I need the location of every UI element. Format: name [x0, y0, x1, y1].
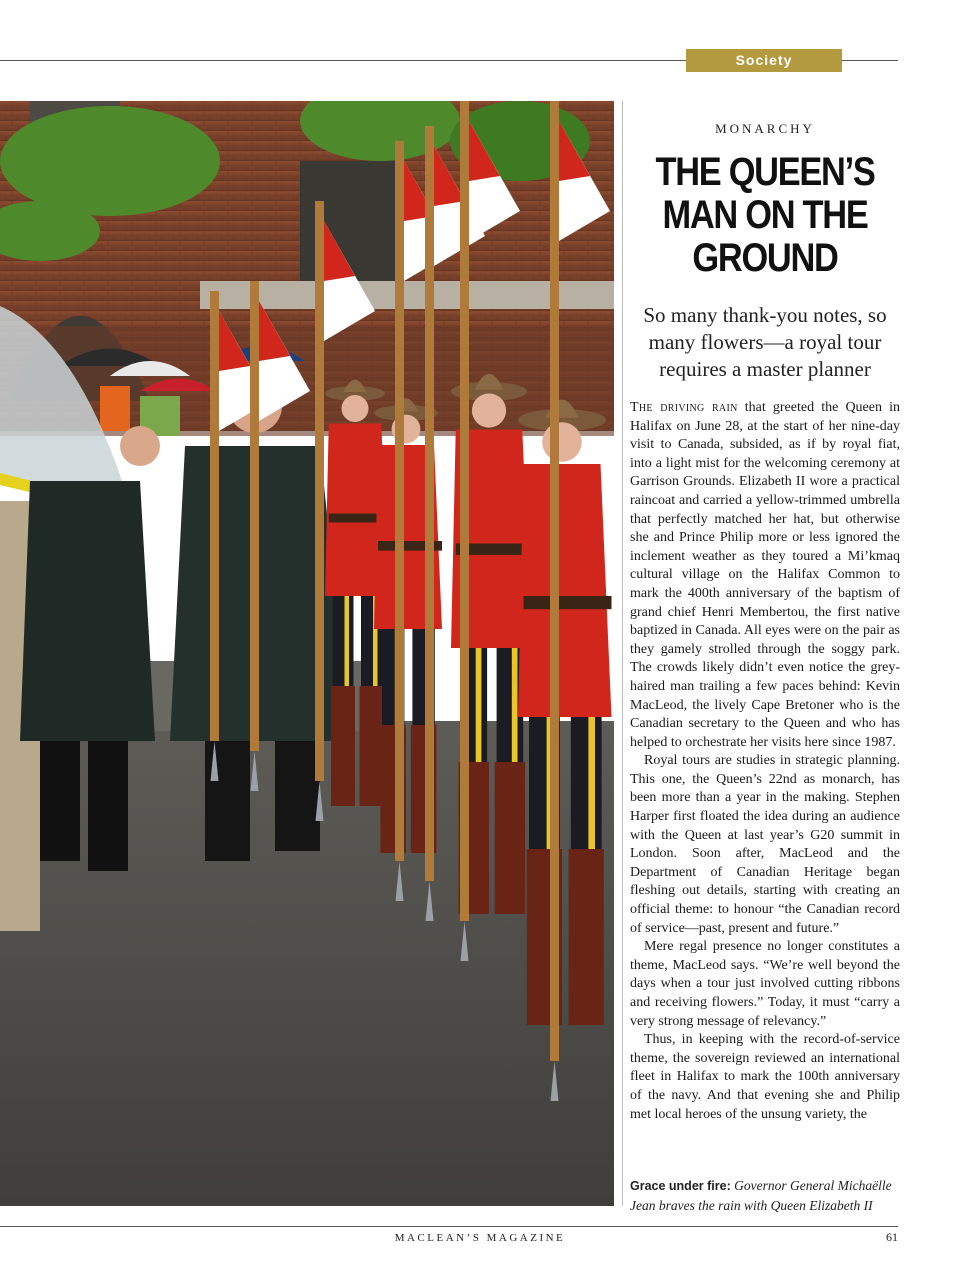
lance-shaft [250, 281, 259, 751]
caption-lead: Grace under fire: [630, 1179, 731, 1193]
article-column [630, 101, 900, 1124]
column-divider [622, 101, 623, 1206]
lance-shaft [210, 291, 219, 741]
lance-shaft [550, 101, 559, 1061]
page-number: 61 [886, 1230, 898, 1244]
caption-text: Governor General Michaëlle Jean braves the rain with Queen Elizabeth II [630, 1178, 892, 1213]
photo-caption [630, 1176, 900, 1215]
photo-icon [0, 101, 614, 1206]
article-body [630, 399, 900, 1124]
bottom-rule [0, 1226, 898, 1227]
article-photo [0, 101, 614, 1206]
footer-magazine: MACLEAN’S MAGAZINE [394, 1232, 566, 1244]
section-tag: Society [686, 49, 842, 72]
lance-shaft [315, 201, 324, 781]
body-paragraph: Mere regal presence no longer constitutes a theme, MacLeod says. “We’re well beyond the days when a tour just involved cutting ribbons and receiving flowers.” Today, it must “carry a very strong message of relevancy.” [630, 939, 900, 1029]
body-paragraph: Thus, in keeping with the record-of-service theme, the sovereign reviewed an international fleet in Halifax to mark the 100th anniversary of the navy. And that evening she and Philip met local heroes of the unsung variety, the [630, 1032, 900, 1122]
body-paragraph: Royal tours are studies in strategic planning. This one, the Queen’s 22nd as monarch, has been more than a year in the making. Stephen Harper first floated the idea during an audience with the Queen at last year’s G20 summit in London. Soon after, MacLeod and the Department of Canadian Heritage began fleshing out details, starting with creating an official theme: to honour “the Canadian record of service—past, present and future.” [630, 753, 900, 936]
lead-in: The driving rain [630, 400, 738, 415]
lance-shaft [425, 126, 434, 881]
lance-shaft [460, 101, 469, 921]
article-dek: So many thank-you notes, so many flowers—a royal tour requires a master planner [643, 303, 887, 381]
article-headline: THE QUEEN’S MAN ON THE GROUND [655, 150, 875, 280]
article-kicker: MONARCHY [715, 121, 815, 136]
body-paragraph: The driving rain that greeted the Queen in Halifax on June 28, at the start of her nine-day visit to Canada, subsided, as if by royal fiat, into a light mist for the welcoming ceremony at Garrison Grounds. Elizabeth II wore a practical raincoat and carried a yellow-trimmed umbrella that perfectly matched her hat, but otherwise she and Prince Philip more or less ignored the inclement weather as they toured a Mi’kmaq cultural village on the Halifax Common to mark the 400th anniversary of the baptism of grand chief Henri Membertou, the first native baptized in Canada. All eyes were on the pair as they gamely strolled through the soggy park. The crowds likely didn’t even notice the grey-haired man trailing a few paces behind: Kevin MacLeod, the lively Cape Bretoner who is the Canadian secretary to the Queen and who has helped to orchestrate her visits here since 1987. [630, 400, 901, 750]
lance-shaft [395, 141, 404, 861]
